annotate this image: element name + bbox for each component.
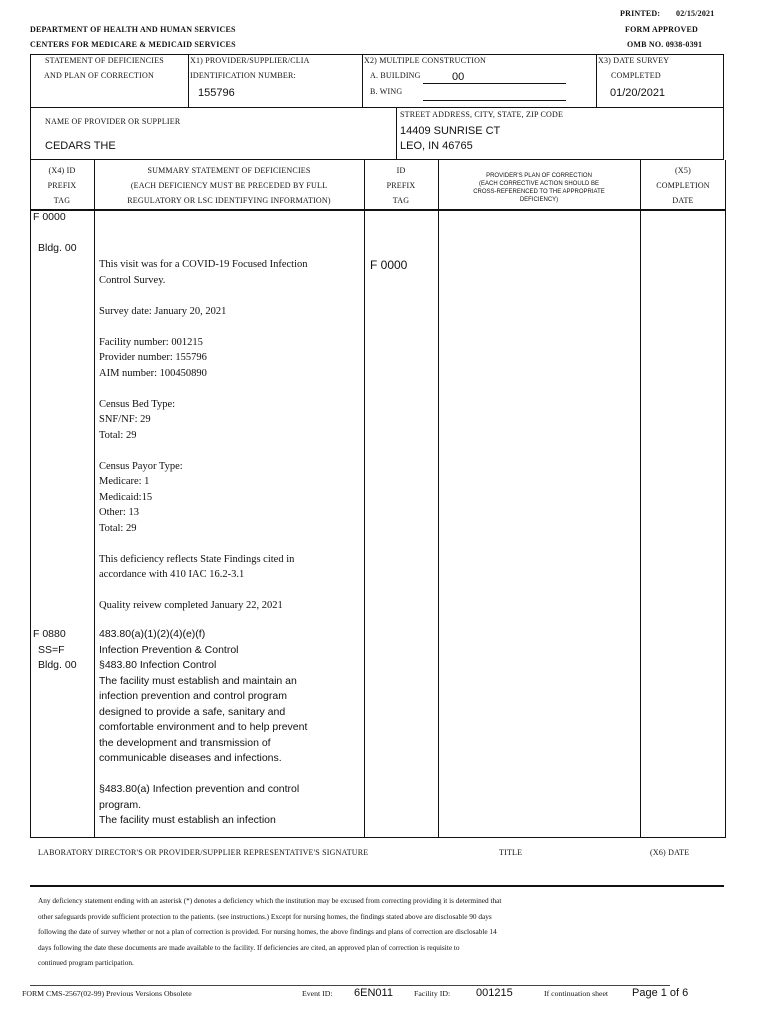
- facility-id-label: Facility ID:: [414, 989, 451, 998]
- address-line-1: 14409 SUNRISE CT: [400, 125, 501, 137]
- provider-id-value: 155796: [198, 87, 235, 99]
- statement-label-2: AND PLAN OF CORRECTION: [44, 71, 154, 80]
- summary-paragraph: [99, 257, 361, 288]
- col-id-prefix-tag: (X4) ID PREFIX TAG: [47, 166, 77, 205]
- summary-paragraph-line: Total: 29: [99, 522, 137, 534]
- f0880-paragraph-line: §483.80 Infection Control: [99, 659, 217, 671]
- provider-box-row: [30, 108, 724, 160]
- summary-paragraph-line: This visit was for a COVID-19 Focused Infection: [99, 259, 308, 270]
- summary-paragraph-line: Survey date: January 20, 2021: [99, 305, 227, 317]
- summary-paragraph-line: Control Survey.: [99, 274, 166, 286]
- summary-paragraph: [99, 459, 361, 537]
- summary-paragraph: [99, 335, 361, 382]
- f0880-paragraph: [99, 627, 361, 767]
- summary-paragraph: [99, 397, 361, 444]
- date-survey-value: 01/20/2021: [610, 87, 666, 99]
- summary-paragraph-line: Provider number: 155796: [99, 352, 207, 363]
- tag-f0000-building: Bldg. 00: [38, 242, 77, 254]
- summary-paragraph: [99, 598, 361, 614]
- disclaimer-line: continued program participation.: [38, 958, 134, 968]
- form-number: FORM CMS-2567(02-99) Previous Versions Obsolete: [22, 989, 192, 998]
- address-line-2: LEO, IN 46765: [400, 140, 473, 152]
- summary-paragraph-line: Facility number: 001215: [99, 336, 203, 348]
- tag-f0880: F 0880: [33, 628, 66, 640]
- f0880-paragraph-line: The facility must establish an infection: [99, 814, 276, 826]
- date-survey-label-1: X3) DATE SURVEY: [598, 56, 670, 65]
- f0880-paragraph-line: infection prevention and control program: [99, 690, 287, 702]
- col-completion-date: (X5) COMPLETION DATE: [656, 166, 710, 205]
- summary-paragraph-line: Census Payor Type:: [99, 460, 183, 472]
- provider-name-value: CEDARS THE: [45, 140, 116, 152]
- building-label: A. BUILDING: [370, 71, 421, 80]
- f0880-paragraph-line: §483.80(a) Infection prevention and control: [99, 783, 300, 795]
- summary-paragraph-line: This deficiency reflects State Findings cited in: [99, 553, 295, 565]
- f0880-text-block: [99, 627, 361, 844]
- provider-name-label: NAME OF PROVIDER OR SUPPLIER: [45, 117, 181, 126]
- summary-paragraph-line: Total: 29: [99, 429, 137, 441]
- summary-paragraph: [99, 304, 361, 320]
- col-id-prefix-tag-2: ID PREFIX TAG: [386, 166, 416, 205]
- facility-id-value: 001215: [476, 987, 513, 999]
- tag-f0880-building: Bldg. 00: [38, 659, 77, 671]
- signature-label: LABORATORY DIRECTOR'S OR PROVIDER/SUPPLIER REPRESENTATIVE'S SIGNATURE: [38, 848, 369, 857]
- form-approved: FORM APPROVED: [625, 25, 699, 34]
- continuation-label: If continuation sheet: [544, 989, 609, 998]
- col-summary-statement: SUMMARY STATEMENT OF DEFICIENCIES (EACH DEFICIENCY MUST BE PRECEDED BY FULL REGULATORY OR LSC IDENTIFYING INFORMATION): [127, 166, 331, 205]
- wing-label: B. WING: [370, 87, 403, 96]
- f0880-paragraph-line: designed to provide a safe, sanitary and: [99, 705, 286, 718]
- summary-paragraph: [99, 552, 361, 583]
- f0880-paragraph-line: 483.80(a)(1)(2)(4)(e)(f): [99, 628, 206, 640]
- f0880-paragraph: [99, 782, 361, 829]
- address-label: STREET ADDRESS, CITY, STATE, ZIP CODE: [400, 110, 564, 119]
- summary-paragraph-line: Medicaid:15: [99, 491, 153, 503]
- event-id-label: Event ID:: [302, 989, 333, 998]
- f0880-paragraph-line: program.: [99, 798, 142, 811]
- disclaimer-line: days following the date these documents are made available to the facility. If deficiencies are cited, an approved plan of correction is requisite to: [38, 942, 460, 952]
- title-label: TITLE: [499, 848, 523, 857]
- summary-paragraph-line: accordance with 410 IAC 16.2-3.1: [99, 569, 245, 580]
- statement-label-1: STATEMENT OF DEFICIENCIES: [45, 56, 164, 65]
- provider-id-label-2: IDENTIFICATION NUMBER:: [190, 71, 296, 80]
- summary-paragraph-line: Medicare: 1: [99, 476, 150, 487]
- centers-title: CENTERS FOR MEDICARE & MEDICAID SERVICES: [30, 40, 236, 49]
- summary-paragraph-line: AIM number: 100450890: [99, 367, 207, 379]
- date-survey-label-2: COMPLETED: [611, 71, 661, 80]
- f0880-paragraph-line: comfortable environment and to help prevent: [99, 721, 308, 733]
- disclaimer-line: Any deficiency statement ending with an asterisk (*) denotes a deficiency which the institution may be excused from correcting providing it is determined that: [38, 896, 502, 905]
- omb-number: OMB NO. 0938-0391: [627, 40, 703, 49]
- tag-f0000: F 0000: [33, 211, 66, 223]
- f0880-paragraph-line: Infection Prevention & Control: [99, 643, 239, 656]
- response-tag-f0000: F 0000: [370, 258, 408, 272]
- f0880-paragraph-line: communicable diseases and infections.: [99, 752, 282, 764]
- col-plan-of-correction: PROVIDER'S PLAN OF CORRECTION (EACH CORRECTIVE ACTION SHOULD BE CROSS-REFERENCED TO THE APPROPRIATE DEFICIENCY): [473, 173, 605, 203]
- f0880-paragraph-line: The facility must establish and maintain an: [99, 674, 297, 687]
- building-value: 00: [452, 71, 465, 83]
- summary-paragraph-line: Census Bed Type:: [99, 398, 176, 410]
- disclaimer-line: other safeguards provide sufficient protection to the patients. (see instructions.) Except for nursing homes, the findings stated above are disclosable 90 days: [38, 911, 492, 921]
- summary-paragraph-line: Other: 13: [99, 507, 139, 518]
- tag-f0880-scope: SS=F: [38, 644, 65, 656]
- summary-text-block: [99, 257, 361, 629]
- multiple-construction-label: X2) MULTIPLE CONSTRUCTION: [364, 56, 487, 65]
- summary-paragraph-line: Quality reivew completed January 22, 2021: [99, 600, 283, 611]
- date-label: (X6) DATE: [650, 848, 690, 857]
- printed-date: 02/15/2021: [676, 9, 715, 18]
- summary-paragraph-line: SNF/NF: 29: [99, 414, 151, 425]
- department-title: DEPARTMENT OF HEALTH AND HUMAN SERVICES: [30, 25, 236, 34]
- printed-label: PRINTED:: [620, 9, 661, 18]
- provider-id-label-1: X1) PROVIDER/SUPPLIER/CLIA: [190, 56, 310, 65]
- event-id-value: 6EN011: [354, 987, 393, 999]
- disclaimer-line: following the date of survey whether or not a plan of correction is provided. For nursing homes, the above findings and plans of correction are disclosable 14: [38, 927, 497, 937]
- f0880-paragraph-line: the development and transmission of: [99, 736, 271, 749]
- page-number: Page 1 of 6: [632, 987, 689, 999]
- disclaimer-text: [38, 893, 501, 971]
